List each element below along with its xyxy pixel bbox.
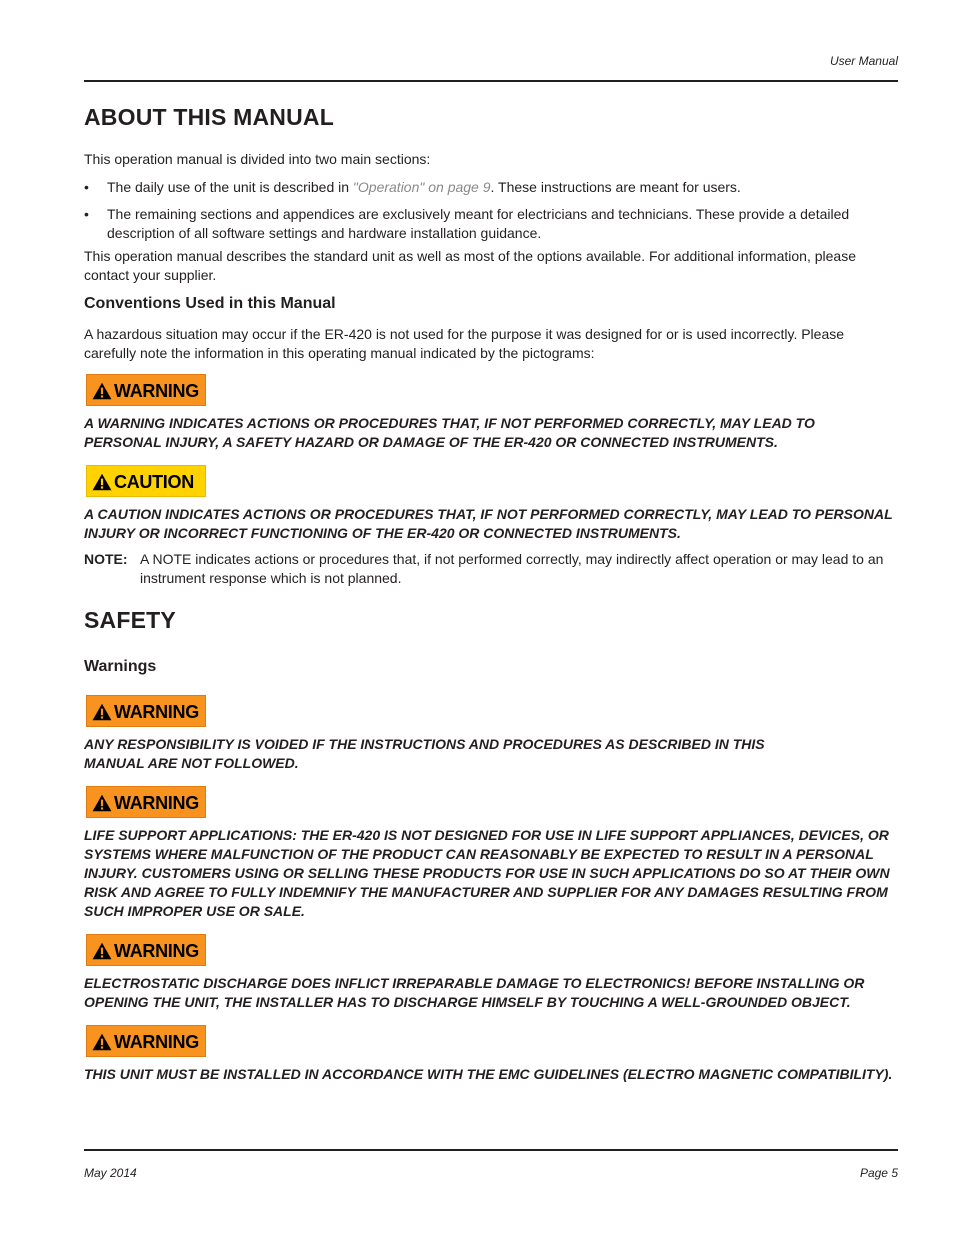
warning-pictogram <box>86 786 206 818</box>
safety-title: SAFETY <box>84 607 176 633</box>
safety-warning-text: ANY RESPONSIBILITY IS VOIDED IF THE INSTRUCTIONS AND PROCEDURES AS DESCRIBED IN THIS MANUAL ARE NOT FOLLOWED. <box>84 736 765 771</box>
warning-pictogram <box>86 695 206 727</box>
warning-triangle-icon <box>92 942 112 960</box>
warning-triangle-icon <box>92 382 112 400</box>
about-body: This operation manual describes the standard unit as well as most of the options available. For additional information, please contact your supplier. <box>84 248 856 283</box>
caution-word: CAUTION <box>114 472 194 492</box>
safety-warning-text: THIS UNIT MUST BE INSTALLED IN ACCORDANCE WITH THE EMC GUIDELINES (ELECTRO MAGNETIC COMPATIBILITY). <box>84 1066 893 1082</box>
warning-pictogram <box>86 1025 206 1057</box>
bullet-text-post: . These instructions are meant for users. <box>490 179 741 195</box>
footer-rule <box>84 1149 898 1151</box>
bullet-text-pre: The daily use of the unit is described in <box>107 179 353 195</box>
about-intro: This operation manual is divided into two main sections: <box>84 151 431 167</box>
warnings-subtitle: Warnings <box>84 658 157 675</box>
safety-warning-text: LIFE SUPPORT APPLICATIONS: THE ER-420 IS NOT DESIGNED FOR USE IN LIFE SUPPORT APPLIANCES, DEVICES, OR SYSTEMS WHERE MALFUNCTION OF THE PRODUCT CAN REASONABLY BE EXPECTED TO RESULT IN A PERSONAL INJURY. CUSTOMERS USING OR SELLING THESE PRODUCTS FOR USE IN SUCH APPLICATIONS DO SO AT THEIR OWN RISK AND AGREE TO FULLY INDEMNIFY THE MANUFACTURER AND SUPPLIER FOR ANY DAMAGES RESULTING FROM SUCH IMPROPER USE OR SALE. <box>84 827 890 919</box>
warning-word: WARNING <box>114 1032 199 1052</box>
note-text: A NOTE indicates actions or procedures that, if not performed correctly, may indirectly affect operation or may lead to an instrument response which is not planned. <box>140 551 884 586</box>
document-label: User Manual <box>829 54 898 68</box>
conventions-body: A hazardous situation may occur if the ER-420 is not used for the purpose it was designed for or is used incorrectly. Please carefully note the information in this operating manual indicated by the pictograms: <box>84 326 845 361</box>
bullet-dot: • <box>84 206 89 222</box>
header-rule <box>84 80 898 82</box>
warning-pictogram <box>86 374 206 406</box>
warning-word: WARNING <box>114 793 199 813</box>
warning-triangle-icon <box>92 703 112 721</box>
bullet-text: The remaining sections and appendices are exclusively meant for electricians and technicians. These provide a detailed description of all software settings and hardware installation guidance. <box>107 206 850 241</box>
conventions-title: Conventions Used in this Manual <box>84 295 336 312</box>
about-title: ABOUT THIS MANUAL <box>84 104 334 130</box>
warning-triangle-icon <box>92 1033 112 1051</box>
note-label: NOTE: <box>84 551 128 567</box>
warning-definition: A WARNING INDICATES ACTIONS OR PROCEDURES THAT, IF NOT PERFORMED CORRECTLY, MAY LEAD TO PERSONAL INJURY, A SAFETY HAZARD OR DAMAGE OF THE ER-420 OR CONNECTED INSTRUMENTS. <box>84 415 815 450</box>
bullet-text <box>107 178 896 197</box>
safety-warning-text: ELECTROSTATIC DISCHARGE DOES INFLICT IRREPARABLE DAMAGE TO ELECTRONICS! BEFORE INSTALLING OR OPENING THE UNIT, THE INSTALLER HAS TO DISCHARGE HIMSELF BY TOUCHING A WELL-GROUNDED OBJECT. <box>84 975 865 1010</box>
caution-triangle-icon <box>92 473 112 491</box>
caution-pictogram <box>86 465 206 497</box>
warning-word: WARNING <box>114 941 199 961</box>
footer-page-number: Page 5 <box>859 1166 898 1180</box>
bullet-dot: • <box>84 179 89 195</box>
warning-word: WARNING <box>114 702 199 722</box>
operation-page-link[interactable]: "Operation" on page 9 <box>352 179 491 195</box>
warning-triangle-icon <box>92 794 112 812</box>
caution-definition: A CAUTION INDICATES ACTIONS OR PROCEDURES THAT, IF NOT PERFORMED CORRECTLY, MAY LEAD TO PERSONAL INJURY OR INCORRECT FUNCTIONING OF THE ER-420 OR CONNECTED INSTRUMENTS. <box>84 506 893 541</box>
footer-date: May 2014 <box>84 1166 137 1180</box>
warning-word: WARNING <box>114 381 199 401</box>
warning-pictogram <box>86 934 206 966</box>
